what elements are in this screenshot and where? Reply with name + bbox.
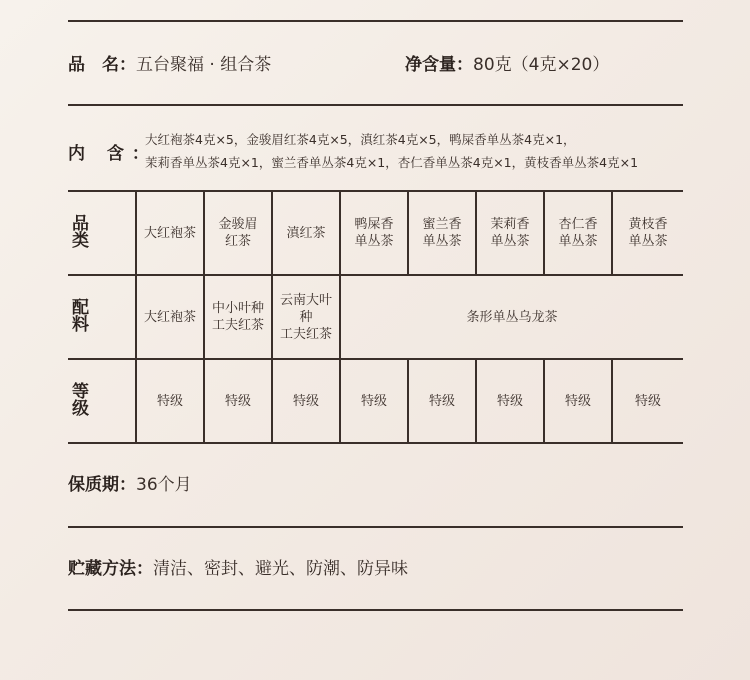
row-header-category: 品类	[72, 214, 111, 251]
table-row-ingredients	[68, 275, 683, 359]
cell-category: 鸭屎香 单丛茶	[340, 191, 408, 275]
net-content-label: 净含量：	[405, 55, 473, 75]
storage-label: 贮藏方法：	[68, 559, 153, 579]
cell-category: 滇红茶	[272, 191, 340, 275]
cell-ingredient: 中小叶种 工夫红茶	[204, 275, 272, 359]
divider-after-name	[68, 104, 683, 106]
cell-category: 黄枝香 单丛茶	[612, 191, 683, 275]
shelf-life-label: 保质期：	[68, 475, 136, 495]
cell-category: 蜜兰香 单丛茶	[408, 191, 476, 275]
product-name-label: 品 名：	[68, 55, 136, 75]
contents-line-1: 大红袍茶4克×5，金骏眉红茶4克×5，滇红茶4克×5，鸭屎香单丛茶4克×1，	[145, 132, 576, 147]
storage-row	[68, 561, 408, 578]
contents-line-2: 茉莉香单丛茶4克×1，蜜兰香单丛茶4克×1，杏仁香单丛茶4克×1，黄枝香单丛茶4克×1	[145, 155, 639, 170]
cell-category: 金骏眉 红茶	[204, 191, 272, 275]
cell-grade: 特级	[544, 359, 612, 443]
cell-grade: 特级	[476, 359, 544, 443]
divider-bottom	[68, 609, 683, 611]
row-header-ingredients: 配料	[68, 275, 136, 359]
cell-grade: 特级	[408, 359, 476, 443]
storage-value: 清洁、密封、避光、防潮、防异味	[153, 559, 408, 579]
net-content-value: 80克（4克×20）	[473, 55, 610, 75]
table-row-grade	[68, 359, 683, 443]
cell-grade: 特级	[340, 359, 408, 443]
shelf-life-row	[68, 477, 192, 494]
cell-category: 大红袍茶	[136, 191, 204, 275]
cell-grade: 特级	[136, 359, 204, 443]
shelf-life-value: 36个月	[136, 475, 192, 495]
divider-top	[68, 20, 683, 22]
divider-after-shelf-life	[68, 526, 683, 528]
net-content-row	[405, 57, 609, 74]
cell-ingredient: 云南大叶种 工夫红茶	[272, 275, 340, 359]
cell-ingredient-merged: 条形单丛乌龙茶	[340, 275, 683, 359]
cell-grade: 特级	[272, 359, 340, 443]
cell-category: 茉莉香 单丛茶	[476, 191, 544, 275]
contents-label: 内 含：	[68, 144, 157, 164]
cell-grade: 特级	[612, 359, 683, 443]
cell-ingredient: 大红袍茶	[136, 275, 204, 359]
contents-list	[145, 128, 638, 174]
spec-table	[68, 190, 683, 444]
table-row-category	[68, 191, 683, 275]
cell-grade: 特级	[204, 359, 272, 443]
row-header-grade: 等级	[68, 359, 136, 443]
product-name-value: 五台聚福 · 组合茶	[136, 55, 272, 75]
cell-category: 杏仁香 单丛茶	[544, 191, 612, 275]
product-name-row	[68, 57, 271, 74]
